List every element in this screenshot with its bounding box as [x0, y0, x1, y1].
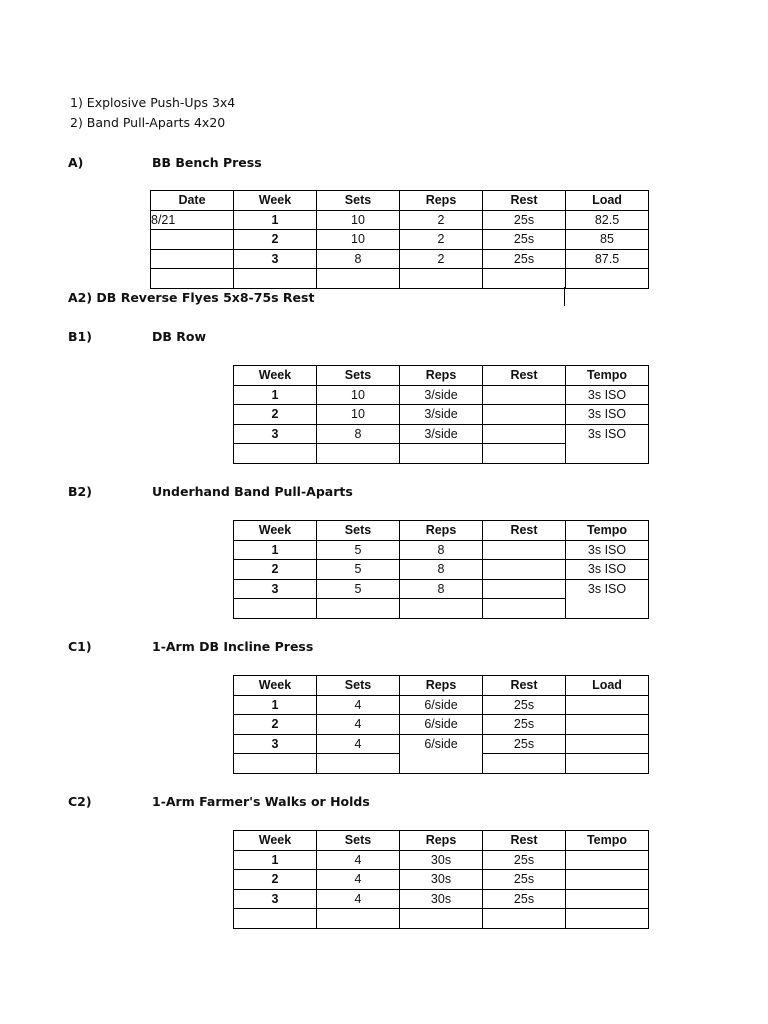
cell-sets[interactable]: 5: [317, 560, 400, 580]
table-row: [234, 385, 649, 405]
cell-tempo[interactable]: 3s ISO: [566, 540, 649, 560]
header-reps: Reps: [400, 676, 483, 696]
cell-tempo[interactable]: 3s ISO: [566, 385, 649, 405]
table-row: [234, 870, 649, 890]
cell-reps[interactable]: 30s: [400, 850, 483, 870]
header-tempo: Tempo: [566, 831, 649, 851]
header-rest: Rest: [483, 366, 566, 386]
cell-reps[interactable]: 8: [400, 579, 483, 599]
section-label-c1: C1): [68, 639, 92, 654]
cell-week[interactable]: 2: [234, 230, 317, 250]
cell-sets[interactable]: 4: [317, 695, 400, 715]
cell-rest[interactable]: [483, 269, 566, 289]
table-row: [151, 269, 649, 289]
table-row: [151, 249, 649, 269]
exercise-title-a: BB Bench Press: [152, 155, 262, 170]
cell-reps[interactable]: 3/side: [400, 385, 483, 405]
table-row: [234, 540, 649, 560]
section-label-b2: B2): [68, 484, 92, 499]
table-row: [234, 579, 649, 599]
cell-tempo[interactable]: [566, 870, 649, 890]
cell-rest[interactable]: 25s: [483, 715, 566, 735]
header-reps: Reps: [400, 831, 483, 851]
table-header-row: [234, 521, 649, 541]
cell-rest[interactable]: [483, 385, 566, 405]
cell-week[interactable]: 3: [234, 424, 317, 444]
header-rest: Rest: [483, 676, 566, 696]
cell-tempo[interactable]: [566, 889, 649, 909]
cell-sets[interactable]: 10: [317, 405, 400, 425]
cell-week[interactable]: [234, 754, 317, 774]
cell-load[interactable]: [566, 269, 649, 289]
header-date: Date: [151, 191, 234, 211]
cell-load[interactable]: 87.5: [566, 249, 649, 269]
header-tempo: Tempo: [566, 521, 649, 541]
cell-rest[interactable]: 25s: [483, 249, 566, 269]
cell-rest[interactable]: [483, 599, 566, 619]
table-farmers-walks: [233, 830, 649, 929]
header-rest: Rest: [483, 831, 566, 851]
table-db-row: [233, 365, 649, 464]
cell-tempo[interactable]: [566, 909, 649, 929]
cell-sets[interactable]: 10: [317, 210, 400, 230]
header-tempo: Tempo: [566, 366, 649, 386]
cell-reps[interactable]: [400, 754, 483, 774]
cell-tempo[interactable]: 3s ISO: [566, 560, 649, 580]
cell-week[interactable]: [234, 444, 317, 464]
cell-date[interactable]: 8/21: [151, 210, 234, 230]
header-reps: Reps: [400, 191, 483, 211]
cell-tempo[interactable]: 3s ISO: [566, 405, 649, 425]
cell-sets[interactable]: 5: [317, 579, 400, 599]
cell-sets[interactable]: [317, 269, 400, 289]
table-row: [151, 210, 649, 230]
cell-rest[interactable]: 25s: [483, 230, 566, 250]
header-sets: Sets: [317, 191, 400, 211]
cell-sets[interactable]: 4: [317, 715, 400, 735]
exercise-title-c2: 1-Arm Farmer's Walks or Holds: [152, 794, 370, 809]
table-header-row: [151, 191, 649, 211]
cell-week[interactable]: 2: [234, 405, 317, 425]
warmup-item-2: 2) Band Pull-Aparts 4x20: [70, 115, 226, 130]
table-header-row: [234, 366, 649, 386]
cell-week[interactable]: 2: [234, 715, 317, 735]
cell-reps[interactable]: 6/side: [400, 695, 483, 715]
cell-rest[interactable]: 25s: [483, 734, 566, 754]
cell-week[interactable]: 2: [234, 870, 317, 890]
cell-tempo[interactable]: [566, 599, 649, 619]
header-load: Load: [566, 676, 649, 696]
table-row: [234, 444, 649, 464]
header-week: Week: [234, 366, 317, 386]
cell-reps[interactable]: 8: [400, 560, 483, 580]
cell-reps[interactable]: 30s: [400, 889, 483, 909]
cell-load[interactable]: [566, 754, 649, 774]
header-sets: Sets: [317, 831, 400, 851]
cell-load[interactable]: 85: [566, 230, 649, 250]
header-sets: Sets: [317, 676, 400, 696]
cell-week[interactable]: 1: [234, 385, 317, 405]
cell-rest[interactable]: 25s: [483, 850, 566, 870]
table-bench-press: [150, 190, 649, 289]
table-row: [234, 754, 649, 774]
exercise-title-c1: 1-Arm DB Incline Press: [152, 639, 314, 654]
cell-rest[interactable]: [483, 540, 566, 560]
cell-week[interactable]: [234, 909, 317, 929]
cell-week[interactable]: 3: [234, 889, 317, 909]
table-row: [234, 850, 649, 870]
header-week: Week: [234, 676, 317, 696]
cell-rest[interactable]: 25s: [483, 889, 566, 909]
cell-sets[interactable]: 4: [317, 889, 400, 909]
cell-tempo[interactable]: [566, 850, 649, 870]
cell-reps[interactable]: 2: [400, 230, 483, 250]
cell-sets[interactable]: [317, 599, 400, 619]
table-header-row: [234, 831, 649, 851]
cell-tempo[interactable]: 3s ISO: [566, 579, 649, 599]
cell-rest[interactable]: [483, 405, 566, 425]
table-row: [151, 230, 649, 250]
cell-reps[interactable]: [400, 909, 483, 929]
cell-tempo[interactable]: [566, 444, 649, 464]
table-row: [234, 734, 649, 754]
exercise-title-b1: DB Row: [152, 329, 207, 344]
cell-reps[interactable]: 2: [400, 249, 483, 269]
cell-sets[interactable]: 4: [317, 850, 400, 870]
cell-reps[interactable]: 2: [400, 210, 483, 230]
cell-sets[interactable]: 10: [317, 230, 400, 250]
cell-load[interactable]: [566, 695, 649, 715]
cell-rest[interactable]: 25s: [483, 695, 566, 715]
table-row: [234, 424, 649, 444]
cell-week[interactable]: 3: [234, 579, 317, 599]
cell-sets[interactable]: [317, 909, 400, 929]
cell-rest[interactable]: 25s: [483, 210, 566, 230]
cell-date[interactable]: [151, 249, 234, 269]
cell-reps[interactable]: [400, 269, 483, 289]
cell-rest[interactable]: [483, 754, 566, 774]
header-rest: Rest: [483, 191, 566, 211]
cell-sets[interactable]: 8: [317, 424, 400, 444]
cell-week[interactable]: 1: [234, 850, 317, 870]
section-label-b1: B1): [68, 329, 92, 344]
section-label-a: A): [68, 155, 84, 170]
cell-sets[interactable]: 4: [317, 734, 400, 754]
header-sets: Sets: [317, 521, 400, 541]
table-incline-press: [233, 675, 649, 774]
header-reps: Reps: [400, 521, 483, 541]
header-week: Week: [234, 191, 317, 211]
table-row: [234, 560, 649, 580]
cell-week[interactable]: 3: [234, 249, 317, 269]
header-rest: Rest: [483, 521, 566, 541]
cell-load[interactable]: [566, 734, 649, 754]
table-band-pull-aparts: [233, 520, 649, 619]
cell-reps[interactable]: [400, 599, 483, 619]
header-reps: Reps: [400, 366, 483, 386]
header-load: Load: [566, 191, 649, 211]
cell-sets[interactable]: [317, 444, 400, 464]
cell-reps[interactable]: 6/side: [400, 715, 483, 735]
table-row: [234, 909, 649, 929]
cell-reps[interactable]: 8: [400, 540, 483, 560]
cell-week[interactable]: 2: [234, 560, 317, 580]
divider: [564, 287, 565, 306]
cell-week[interactable]: 1: [234, 210, 317, 230]
exercise-title-b2: Underhand Band Pull-Aparts: [152, 484, 353, 499]
table-row: [234, 889, 649, 909]
cell-week[interactable]: 1: [234, 695, 317, 715]
cell-week[interactable]: 3: [234, 734, 317, 754]
table-header-row: [234, 676, 649, 696]
header-week: Week: [234, 521, 317, 541]
cell-reps[interactable]: [400, 444, 483, 464]
cell-sets[interactable]: 4: [317, 870, 400, 890]
cell-week[interactable]: [234, 269, 317, 289]
cell-sets[interactable]: 8: [317, 249, 400, 269]
cell-sets[interactable]: 5: [317, 540, 400, 560]
cell-sets[interactable]: [317, 754, 400, 774]
table-row: [234, 405, 649, 425]
table-row: [234, 715, 649, 735]
section-label-c2: C2): [68, 794, 92, 809]
cell-rest[interactable]: [483, 424, 566, 444]
exercise-title-a2: A2) DB Reverse Flyes 5x8-75s Rest: [68, 290, 315, 305]
cell-date[interactable]: [151, 230, 234, 250]
header-sets: Sets: [317, 366, 400, 386]
cell-reps[interactable]: 3/side: [400, 424, 483, 444]
cell-tempo[interactable]: 3s ISO: [566, 424, 649, 444]
cell-load[interactable]: [566, 715, 649, 735]
cell-rest[interactable]: [483, 560, 566, 580]
table-row: [234, 695, 649, 715]
cell-reps[interactable]: 6/side: [400, 734, 483, 754]
cell-reps[interactable]: 30s: [400, 870, 483, 890]
cell-rest[interactable]: 25s: [483, 870, 566, 890]
cell-week[interactable]: 1: [234, 540, 317, 560]
cell-sets[interactable]: 10: [317, 385, 400, 405]
cell-reps[interactable]: 3/side: [400, 405, 483, 425]
cell-rest[interactable]: [483, 909, 566, 929]
header-week: Week: [234, 831, 317, 851]
cell-load[interactable]: 82.5: [566, 210, 649, 230]
table-row: [234, 599, 649, 619]
cell-rest[interactable]: [483, 579, 566, 599]
cell-date[interactable]: [151, 269, 234, 289]
cell-week[interactable]: [234, 599, 317, 619]
warmup-item-1: 1) Explosive Push-Ups 3x4: [70, 95, 236, 110]
cell-rest[interactable]: [483, 444, 566, 464]
